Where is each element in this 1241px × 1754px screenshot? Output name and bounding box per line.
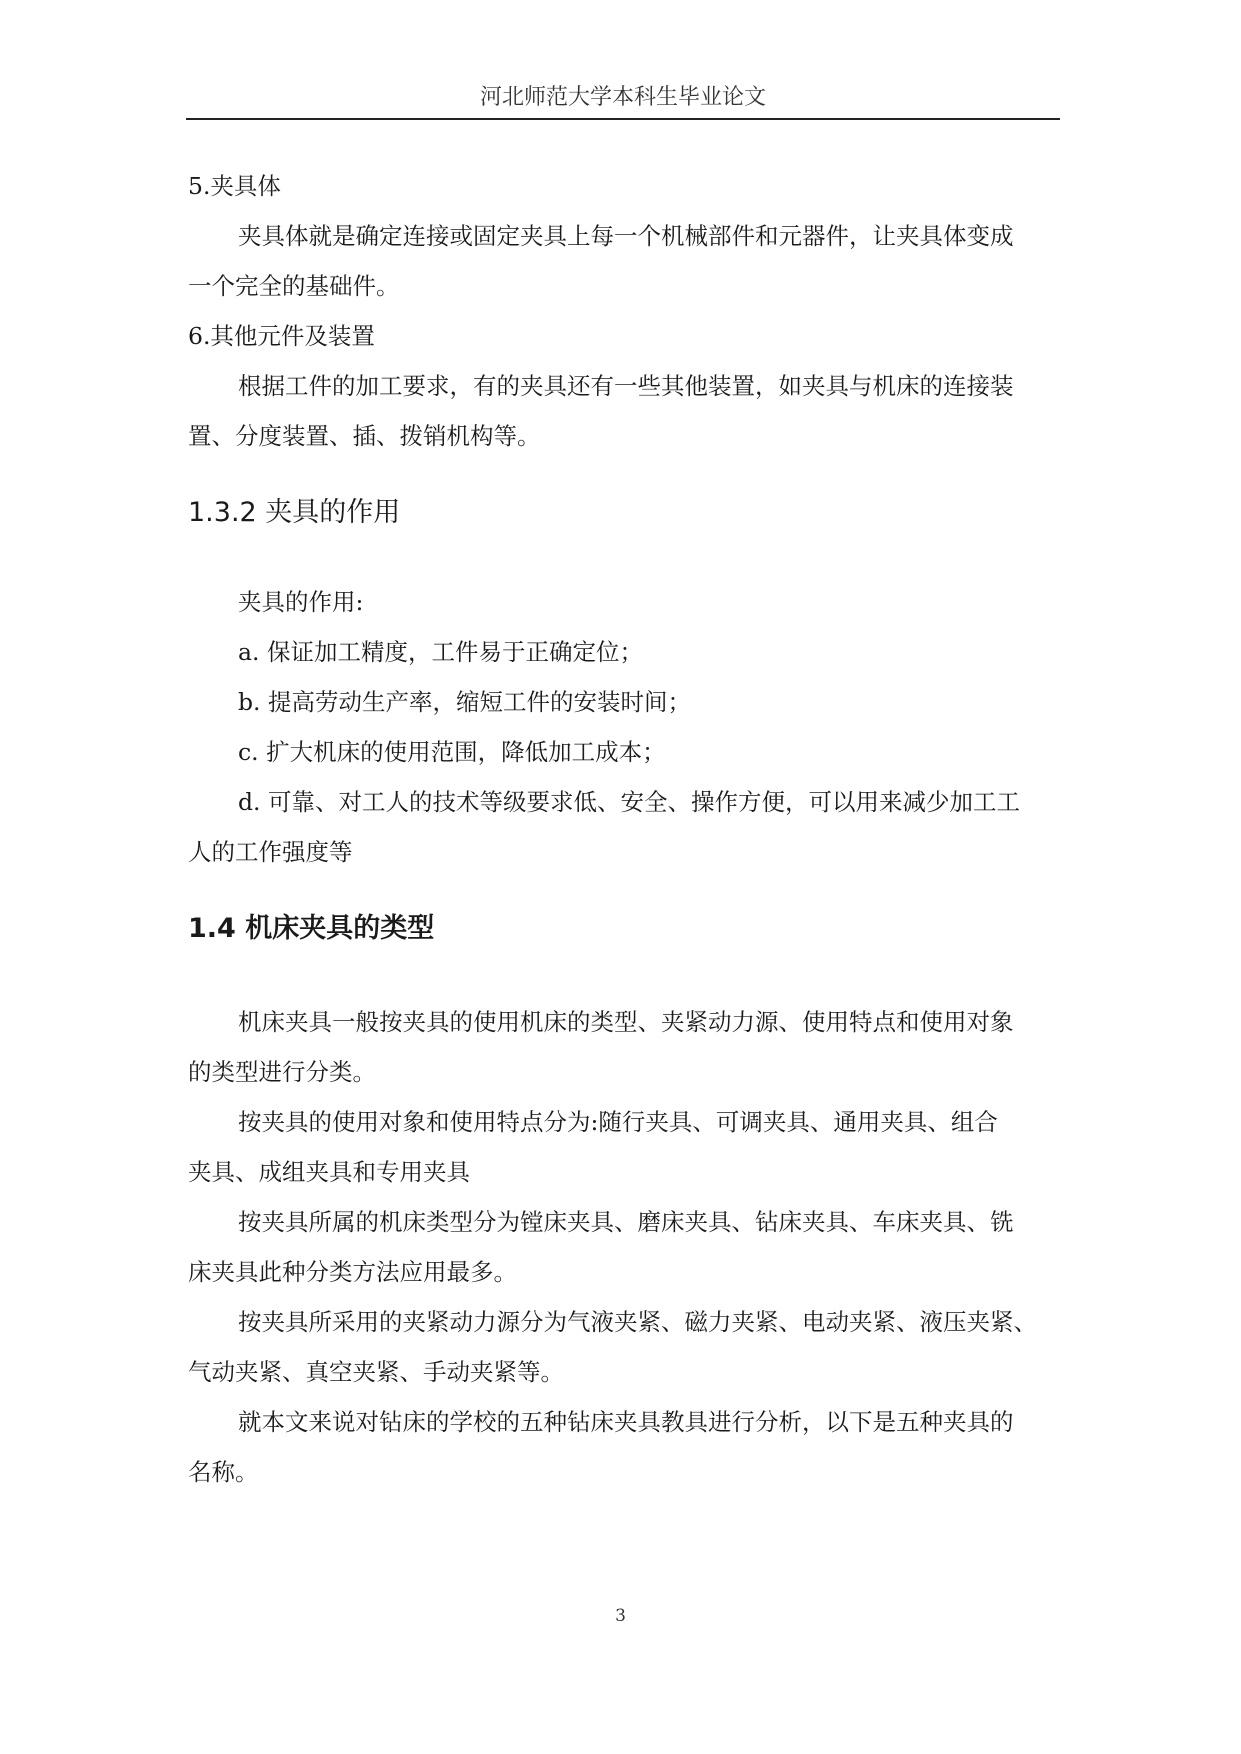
page-body [188, 161, 1060, 1497]
section-6-heading: 6.其他元件及装置 [188, 322, 375, 350]
header-rule [186, 118, 1060, 120]
section-5-heading: 5.夹具体 [188, 172, 281, 200]
list-intro: 夹具的作用: [238, 588, 364, 616]
paragraph-line: 按夹具所采用的夹紧动力源分为气液夹紧、磁力夹紧、电动夹紧、液压夹紧、 [238, 1308, 1037, 1336]
list-item: c. 扩大机床的使用范围，降低加工成本； [238, 738, 666, 766]
section-1-4-heading: 1.4 机床夹具的类型 [188, 913, 435, 944]
paragraph-line: 名称。 [188, 1458, 259, 1486]
list-item: d. 可靠、对工人的技术等级要求低、安全、操作方便，可以用来减少加工工 [238, 788, 1020, 816]
paragraph-line: 气动夹紧、真空夹紧、手动夹紧等。 [188, 1358, 564, 1386]
list-item: b. 提高劳动生产率，缩短工件的安装时间； [238, 688, 691, 716]
paragraph-line: 床夹具此种分类方法应用最多。 [188, 1258, 517, 1286]
paragraph-line: 按夹具所属的机床类型分为镗床夹具、磨床夹具、钻床夹具、车床夹具、铣 [238, 1208, 1014, 1236]
paragraph-line: 夹具体就是确定连接或固定夹具上每一个机械部件和元器件，让夹具体变成 [238, 222, 1014, 250]
page-header: 河北师范大学本科生毕业论文 [479, 85, 766, 110]
paragraph-line: 机床夹具一般按夹具的使用机床的类型、夹紧动力源、使用特点和使用对象 [238, 1008, 1014, 1036]
paragraph-line: 置、分度装置、插、拨销机构等。 [188, 422, 541, 450]
paragraph-line: 就本文来说对钻床的学校的五种钻床夹具教具进行分析，以下是五种夹具的 [238, 1408, 1014, 1436]
section-1-3-2-heading: 1.3.2 夹具的作用 [188, 497, 401, 528]
page-number: 3 [615, 1606, 626, 1626]
list-item: a. 保证加工精度，工件易于正确定位； [238, 638, 643, 666]
paragraph-line: 按夹具的使用对象和使用特点分为:随行夹具、可调夹具、通用夹具、组合 [238, 1108, 998, 1136]
paragraph-line: 夹具、成组夹具和专用夹具 [188, 1158, 470, 1186]
list-item-continuation: 人的工作强度等 [188, 838, 353, 866]
paragraph-line: 的类型进行分类。 [188, 1058, 376, 1086]
paragraph-line: 一个完全的基础件。 [188, 272, 400, 300]
paragraph-line: 根据工件的加工要求，有的夹具还有一些其他装置，如夹具与机床的连接装 [238, 372, 1014, 400]
